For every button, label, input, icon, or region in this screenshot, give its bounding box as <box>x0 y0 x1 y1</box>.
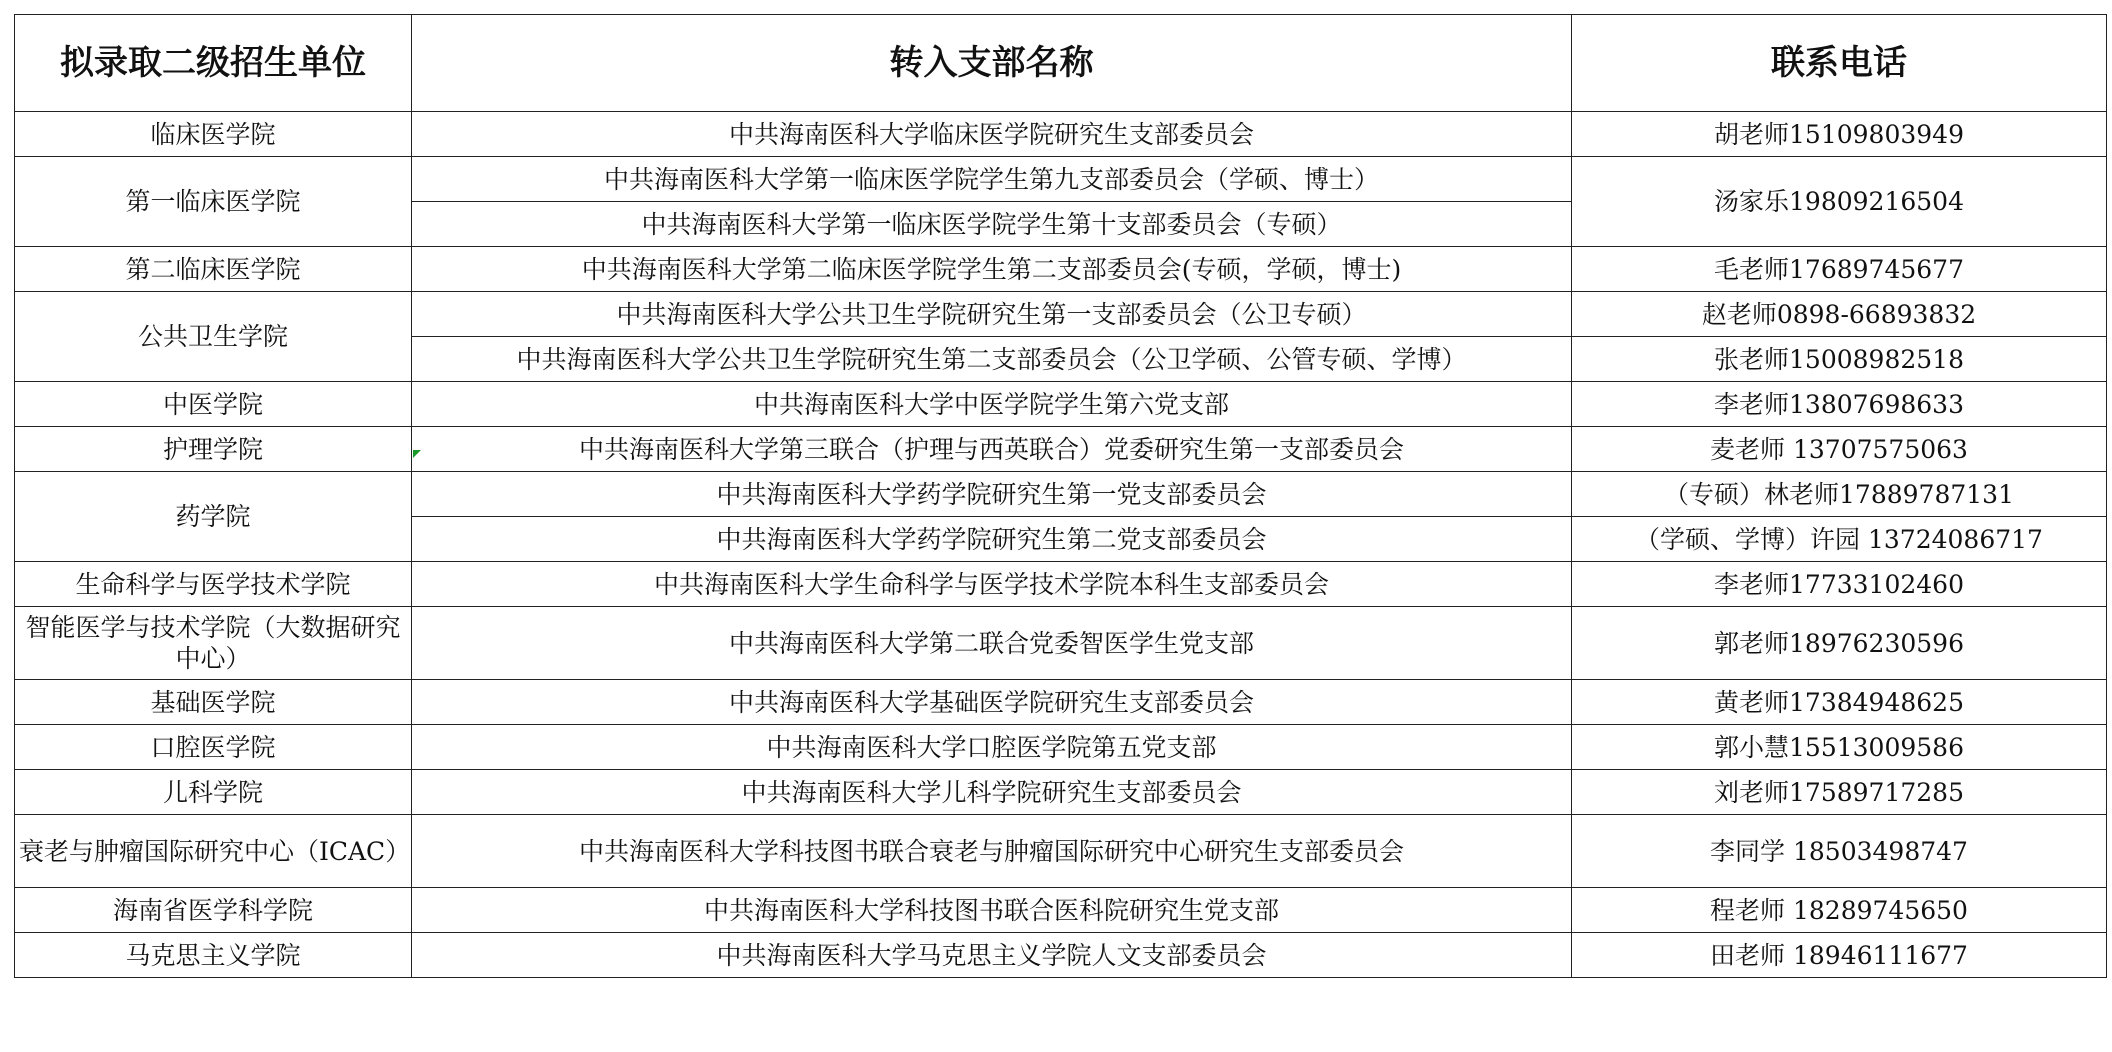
branch-cell: 中共海南医科大学基础医学院研究生支部委员会 <box>412 680 1572 725</box>
phone-cell: 李老师17733102460 <box>1572 562 2107 607</box>
phone-cell: 赵老师0898-66893832 <box>1572 292 2107 337</box>
branch-cell: 中共海南医科大学第二联合党委智医学生党支部 <box>412 607 1572 680</box>
phone-cell: 郭小慧15513009586 <box>1572 725 2107 770</box>
branch-cell: 中共海南医科大学口腔医学院第五党支部 <box>412 725 1572 770</box>
table-row <box>15 562 2107 607</box>
phone-cell: （学硕、学博）许园 13724086717 <box>1572 517 2107 562</box>
phone-cell: 李同学 18503498747 <box>1572 815 2107 888</box>
table-row <box>15 427 2107 472</box>
unit-cell: 药学院 <box>15 472 412 562</box>
table-row <box>15 933 2107 978</box>
unit-cell: 基础医学院 <box>15 680 412 725</box>
table-row <box>15 472 2107 517</box>
unit-cell: 公共卫生学院 <box>15 292 412 382</box>
phone-cell: 汤家乐19809216504 <box>1572 157 2107 247</box>
unit-cell: 中医学院 <box>15 382 412 427</box>
unit-cell: 马克思主义学院 <box>15 933 412 978</box>
unit-cell: 生命科学与医学技术学院 <box>15 562 412 607</box>
branch-transfer-table <box>14 14 2107 978</box>
branch-cell: 中共海南医科大学儿科学院研究生支部委员会 <box>412 770 1572 815</box>
unit-cell: 第一临床医学院 <box>15 157 412 247</box>
phone-cell: 张老师15008982518 <box>1572 337 2107 382</box>
header-unit: 拟录取二级招生单位 <box>15 15 412 112</box>
table-row <box>15 770 2107 815</box>
unit-cell: 口腔医学院 <box>15 725 412 770</box>
unit-cell: 护理学院 <box>15 427 412 472</box>
cell-comment-marker <box>413 450 421 458</box>
branch-cell: 中共海南医科大学药学院研究生第一党支部委员会 <box>412 472 1572 517</box>
table-row <box>15 382 2107 427</box>
table-row <box>15 247 2107 292</box>
header-phone: 联系电话 <box>1572 15 2107 112</box>
branch-cell: 中共海南医科大学第一临床医学院学生第九支部委员会（学硕、博士） <box>412 157 1572 202</box>
phone-cell: （专硕）林老师17889787131 <box>1572 472 2107 517</box>
phone-cell: 李老师13807698633 <box>1572 382 2107 427</box>
branch-cell: 中共海南医科大学临床医学院研究生支部委员会 <box>412 112 1572 157</box>
branch-cell: 中共海南医科大学公共卫生学院研究生第一支部委员会（公卫专硕） <box>412 292 1572 337</box>
unit-cell: 临床医学院 <box>15 112 412 157</box>
branch-cell: 中共海南医科大学公共卫生学院研究生第二支部委员会（公卫学硕、公管专硕、学博） <box>412 337 1572 382</box>
phone-cell: 胡老师15109803949 <box>1572 112 2107 157</box>
branch-cell: 中共海南医科大学科技图书联合衰老与肿瘤国际研究中心研究生支部委员会 <box>412 815 1572 888</box>
table-row <box>15 607 2107 680</box>
unit-cell: 海南省医学科学院 <box>15 888 412 933</box>
unit-cell: 智能医学与技术学院（大数据研究中心） <box>15 607 412 680</box>
table-row <box>15 292 2107 337</box>
branch-cell: 中共海南医科大学药学院研究生第二党支部委员会 <box>412 517 1572 562</box>
table-row <box>15 157 2107 202</box>
table-row <box>15 815 2107 888</box>
table-row <box>15 680 2107 725</box>
table-row <box>15 112 2107 157</box>
phone-cell: 黄老师17384948625 <box>1572 680 2107 725</box>
branch-cell: 中共海南医科大学第一临床医学院学生第十支部委员会（专硕） <box>412 202 1572 247</box>
branch-cell: 中共海南医科大学科技图书联合医科院研究生党支部 <box>412 888 1572 933</box>
unit-cell: 第二临床医学院 <box>15 247 412 292</box>
table-row <box>15 725 2107 770</box>
phone-cell: 毛老师17689745677 <box>1572 247 2107 292</box>
phone-cell: 程老师 18289745650 <box>1572 888 2107 933</box>
table-row <box>15 888 2107 933</box>
phone-cell: 刘老师17589717285 <box>1572 770 2107 815</box>
branch-cell: 中共海南医科大学生命科学与医学技术学院本科生支部委员会 <box>412 562 1572 607</box>
phone-cell: 郭老师18976230596 <box>1572 607 2107 680</box>
branch-cell: 中共海南医科大学马克思主义学院人文支部委员会 <box>412 933 1572 978</box>
branch-cell: 中共海南医科大学第三联合（护理与西英联合）党委研究生第一支部委员会 <box>412 427 1572 472</box>
unit-cell: 衰老与肿瘤国际研究中心（ICAC） <box>15 815 412 888</box>
phone-cell: 田老师 18946111677 <box>1572 933 2107 978</box>
header-branch: 转入支部名称 <box>412 15 1572 112</box>
branch-cell: 中共海南医科大学第二临床医学院学生第二支部委员会(专硕，学硕，博士) <box>412 247 1572 292</box>
branch-cell: 中共海南医科大学中医学院学生第六党支部 <box>412 382 1572 427</box>
unit-cell: 儿科学院 <box>15 770 412 815</box>
phone-cell: 麦老师 13707575063 <box>1572 427 2107 472</box>
